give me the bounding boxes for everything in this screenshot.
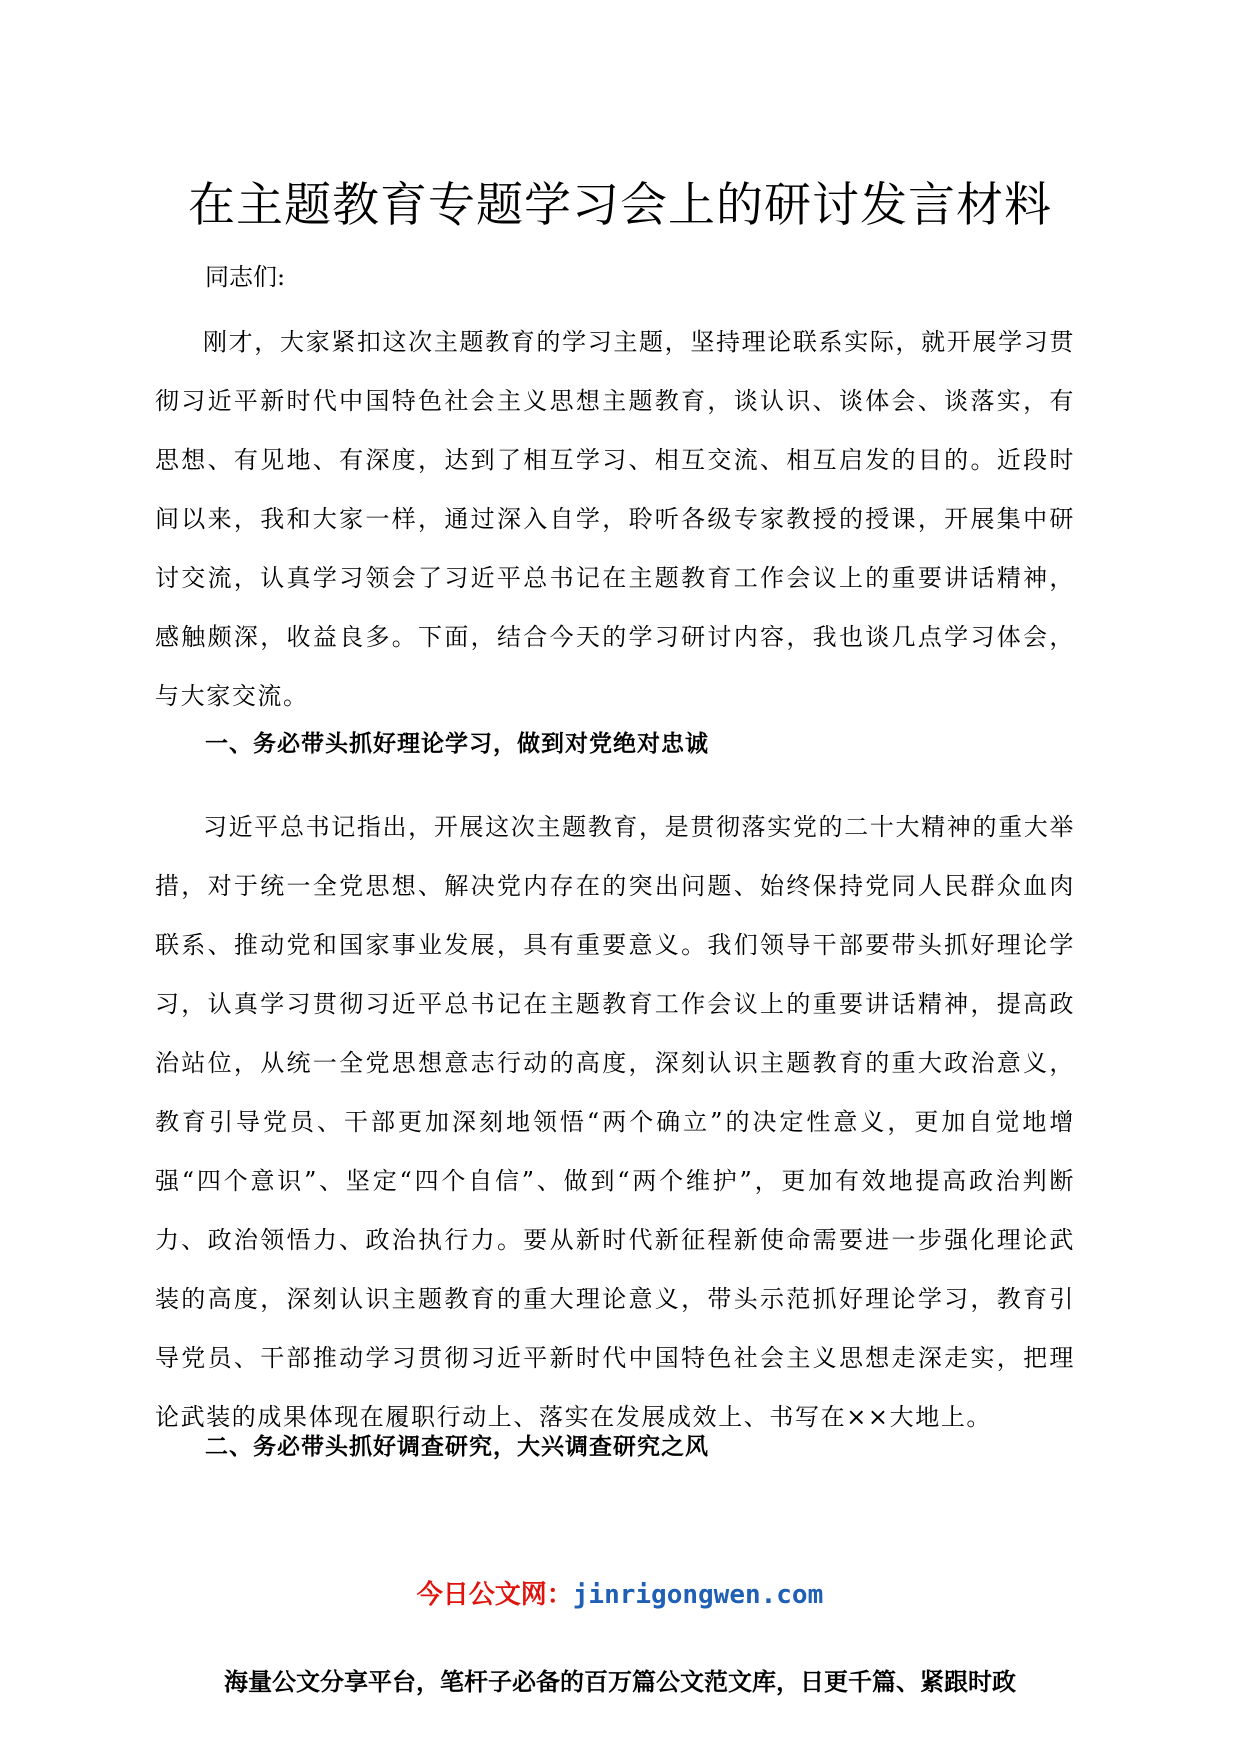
footer-site-line: [0, 1578, 1240, 1612]
footer-tagline: 海量公文分享平台，笔杆子必备的百万篇公文范文库，日更千篇、紧跟时政: [224, 1668, 1016, 1696]
paragraph-intro: 刚才，大家紧扣这次主题教育的学习主题，坚持理论联系实际，就开展学习贯彻习近平新时代中国特色社会主义思想主题教育，谈认识、谈体会、谈落实，有思想、有见地、有深度，达到了相互学习、相互交流、相互启发的目的。近段时间以来，我和大家一样，通过深入自学，聆听各级专家教授的授课，开展集中研讨交流，认真学习领会了习近平总书记在主题教育工作会议上的重要讲话精神，感触颇深，收益良多。下面，结合今天的学习研讨内容，我也谈几点学习体会，与大家交流。: [155, 328, 1075, 710]
section-heading-1: 一、务必带头抓好理论学习，做到对党绝对忠诚: [205, 731, 709, 757]
footer-site-name: 今日公文网：: [416, 1580, 573, 1610]
document-title: 在主题教育专题学习会上的研讨发言材料: [188, 178, 1052, 233]
section-heading-2: 二、务必带头抓好调查研究，大兴调查研究之风: [205, 1434, 709, 1460]
paragraph-section-1: 习近平总书记指出，开展这次主题教育，是贯彻落实党的二十大精神的重大举措，对于统一全党思想、解决党内存在的突出问题、始终保持党同人民群众血肉联系、推动党和国家事业发展，具有重要意义。我们领导干部要带头抓好理论学习，认真学习贯彻习近平总书记在主题教育工作会议上的重要讲话精神，提高政治站位，从统一全党思想意志行动的高度，深刻认识主题教育的重大政治意义，教育引导党员、干部更加深刻地领悟“两个确立”的决定性意义，更加自觉地增强“四个意识”、坚定“四个自信”、做到“两个维护”，更加有效地提高政治判断力、政治领悟力、政治执行力。要从新时代新征程新使命需要进一步强化理论武装的高度，深刻认识主题教育的重大理论意义，带头示范抓好理论学习，教育引导党员、干部推动学习贯彻习近平新时代中国特色社会主义思想走深走实，把理论武装的成果体现在履职行动上、落实在发展成效上、书写在××大地上。: [155, 813, 1075, 1431]
footer-site-url[interactable]: jinrigongwen.com: [572, 1580, 824, 1610]
greeting: 同志们:: [205, 263, 286, 291]
